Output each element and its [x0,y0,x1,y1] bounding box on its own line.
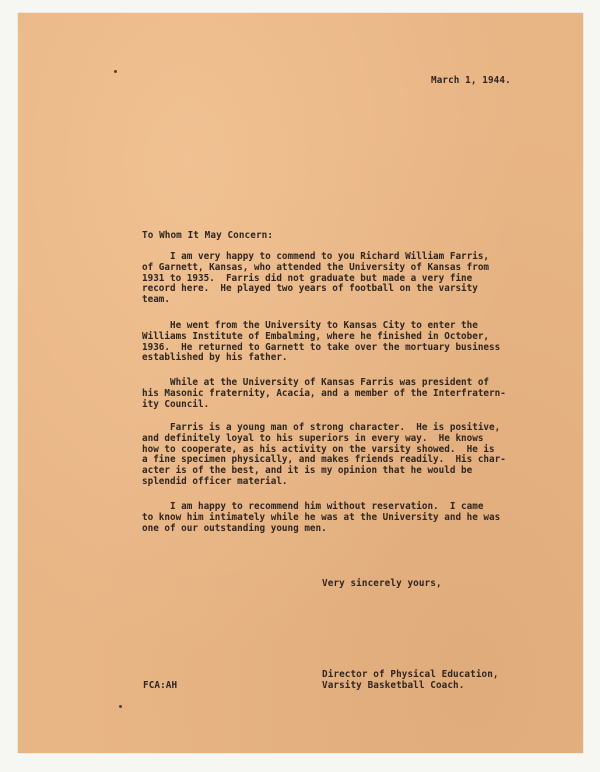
paragraph-line: He went from the University to Kansas City to enter the [142,320,478,331]
paper-blemish [119,705,122,708]
paragraph-line: ity Council. [142,398,210,410]
body-paragraph-2 [142,321,512,364]
body-paragraph-5 [142,502,512,534]
paragraph-line: Williams Institute of Embalming, where he finished in October, [142,330,490,342]
letter-date: March 1, 1944. [431,75,511,86]
paragraph-line: established by his father. [142,352,288,364]
paragraph-line: Farris is a young man of strong character. He is positive, [142,422,501,433]
paper-blemish [114,70,117,73]
paragraph-line: to know him intimately while he was at the University and he was [142,511,501,523]
paragraph-line: one of our outstanding young men. [142,522,327,534]
signature-title-line-2: Varsity Basketball Coach. [322,680,465,691]
paragraph-line: 1936. He returned to Garnett to take over the mortuary business [142,341,501,353]
body-paragraph-1 [142,252,512,306]
paragraph-line: While at the University of Kansas Farris was president of [142,377,490,388]
typist-initials: FCA:AH [143,680,178,691]
paragraph-line: acter is of the best, and it is my opinion that he would be [142,465,473,477]
paragraph-line: splendid officer material. [142,475,288,487]
paragraph-line: I am very happy to commend to you Richard William Farris, [142,251,490,262]
paragraph-line: and definitely loyal to his superiors in every way. He knows [142,432,484,444]
paragraph-line: of Garnett, Kansas, who attended the University of Kansas from [142,261,490,273]
paragraph-line: record here. He played two years of football on the varsity [142,283,478,295]
paragraph-line: his Masonic fraternity, Acacia, and a member of the Interfratern- [142,387,506,399]
letter-closing: Very sincerely yours, [322,578,442,589]
paragraph-line: 1931 to 1935. Farris did not graduate but made a very fine [142,272,473,284]
body-paragraph-4 [142,423,512,488]
paragraph-line: I am happy to recommend him without reservation. I came [142,501,484,512]
paragraph-line: how to cooperate, as his activity on the varsity showed. He is [142,443,495,455]
letter-salutation: To Whom It May Concern: [142,230,274,241]
signature-title-line-1: Director of Physical Education, [322,669,499,680]
paragraph-line: a fine specimen physically, and makes friends readily. His char- [142,454,506,466]
body-paragraph-3 [142,378,512,410]
paragraph-line: team. [142,294,170,306]
